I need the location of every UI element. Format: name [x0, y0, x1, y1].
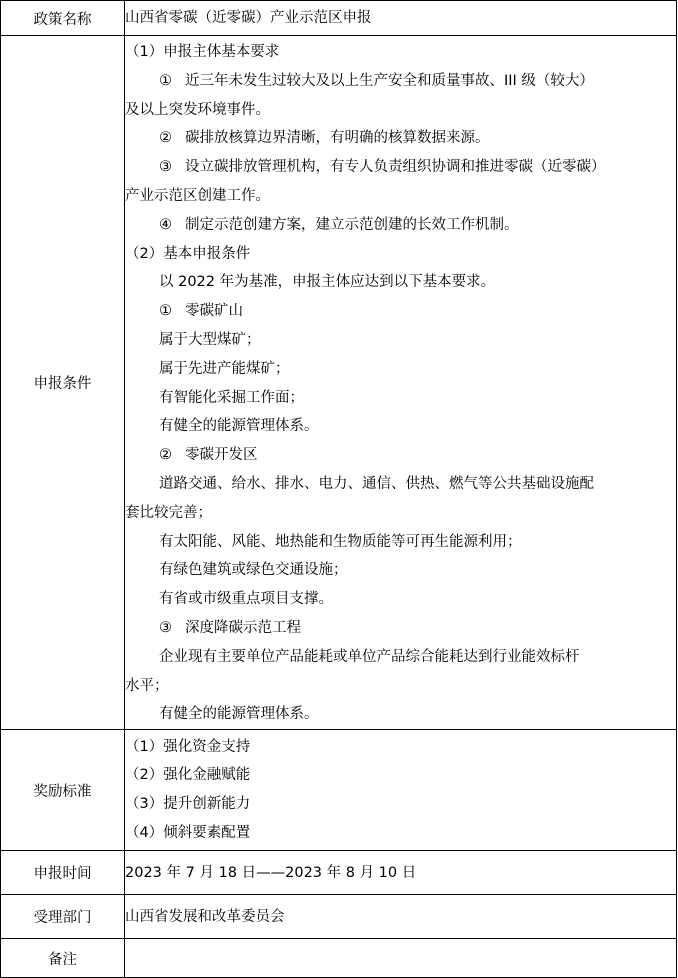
department-label: 受理部门 [1, 895, 125, 939]
sub2-b: 有太阳能、风能、地热能和生物质能等可再生能源利用； [159, 533, 522, 550]
reward-label: 奖励标准 [1, 730, 125, 851]
row-time [1, 851, 677, 895]
note-label: 备注 [1, 939, 125, 978]
row-department [1, 895, 677, 939]
requirement-4-text: 制定示范创建方案，建立示范创建的长效工作机制。 [185, 216, 519, 233]
policy-name-cell [125, 1, 677, 36]
requirement-4 [125, 211, 676, 240]
reward-item: （2）强化金融赋能 [125, 767, 251, 784]
sub1-title: 零碳矿山 [185, 303, 243, 320]
sub1-c: 有智能化采掘工作面； [159, 389, 304, 406]
conditions-label: 申报条件 [1, 36, 125, 730]
row-reward [1, 730, 677, 851]
conditions-body [125, 36, 676, 729]
requirement-1-line2: 及以上突发环境事件。 [125, 101, 270, 118]
reward-item: （3）提升创新能力 [125, 796, 251, 813]
requirement-1-marker: ① [159, 72, 172, 89]
section1-title: （1）申报主体基本要求 [125, 44, 280, 60]
requirement-1-text: 近三年未发生过较大及以上生产安全和质量事故、III 级（较大） [185, 72, 594, 89]
sub2-marker: ② [159, 447, 172, 464]
sub3-a-line2: 水平； [125, 677, 169, 694]
requirement-2 [125, 124, 676, 153]
sub1-marker: ① [159, 303, 172, 320]
sub2-a-line1: 道路交通、给水、排水、电力、通信、供热、燃气等公共基础设施配 [159, 475, 594, 492]
baseline-text: 以 2022 年为基准，申报主体应达到以下基本要求。 [159, 274, 496, 291]
row-note [1, 939, 677, 978]
reward-item: （1）强化资金支持 [125, 738, 251, 755]
row-conditions [1, 36, 677, 730]
reward-item: （4）倾斜要素配置 [125, 824, 251, 841]
sub2-title: 零碳开发区 [185, 447, 258, 464]
requirement-4-marker: ④ [159, 216, 172, 233]
policy-name-value: 山西省零碳（近零碳）产业示范区申报 [125, 10, 372, 26]
sub1-d: 有健全的能源管理体系。 [159, 418, 319, 435]
requirement-3-line1 [125, 153, 676, 182]
section2-title: （2）基本申报条件 [125, 245, 251, 262]
sub2-d: 有省或市级重点项目支撑。 [159, 591, 333, 608]
policy-name-label: 政策名称 [1, 1, 125, 36]
reward-cell [125, 730, 677, 851]
time-label: 申报时间 [1, 851, 125, 895]
requirement-3-marker: ③ [159, 159, 172, 176]
department-cell [125, 895, 677, 939]
sub1-b: 属于先进产能煤矿； [159, 360, 290, 377]
sub1-a: 属于大型煤矿； [159, 331, 261, 348]
requirement-3-line2: 产业示范区创建工作。 [125, 187, 270, 204]
sub3-marker: ③ [159, 619, 172, 636]
sub3-title-line [125, 614, 676, 643]
sub3-a-line1: 企业现有主要单位产品能耗或单位产品综合能耗达到行业能效标杆 [159, 648, 580, 665]
sub1-title-line [125, 297, 676, 326]
sub3-title: 深度降碳示范工程 [185, 619, 301, 636]
time-cell [125, 851, 677, 895]
requirement-2-text: 碳排放核算边界清晰，有明确的核算数据来源。 [185, 130, 490, 147]
requirement-2-marker: ② [159, 130, 172, 147]
sub2-c: 有绿色建筑或绿色交通设施； [159, 562, 348, 579]
department-value: 山西省发展和改革委员会 [125, 908, 285, 925]
note-cell [125, 939, 677, 978]
sub3-b: 有健全的能源管理体系。 [159, 706, 319, 723]
conditions-cell [125, 36, 677, 730]
row-policy-name [1, 1, 677, 36]
requirement-1-line1 [125, 67, 676, 96]
sub2-title-line [125, 441, 676, 470]
reward-list [125, 733, 676, 848]
sub2-a-line2: 套比较完善； [125, 504, 212, 521]
requirement-3-text: 设立碳排放管理机构，有专人负责组织协调和推进零碳（近零碳） [185, 159, 606, 176]
time-value: 2023 年 7 月 18 日——2023 年 8 月 10 日 [125, 864, 417, 881]
